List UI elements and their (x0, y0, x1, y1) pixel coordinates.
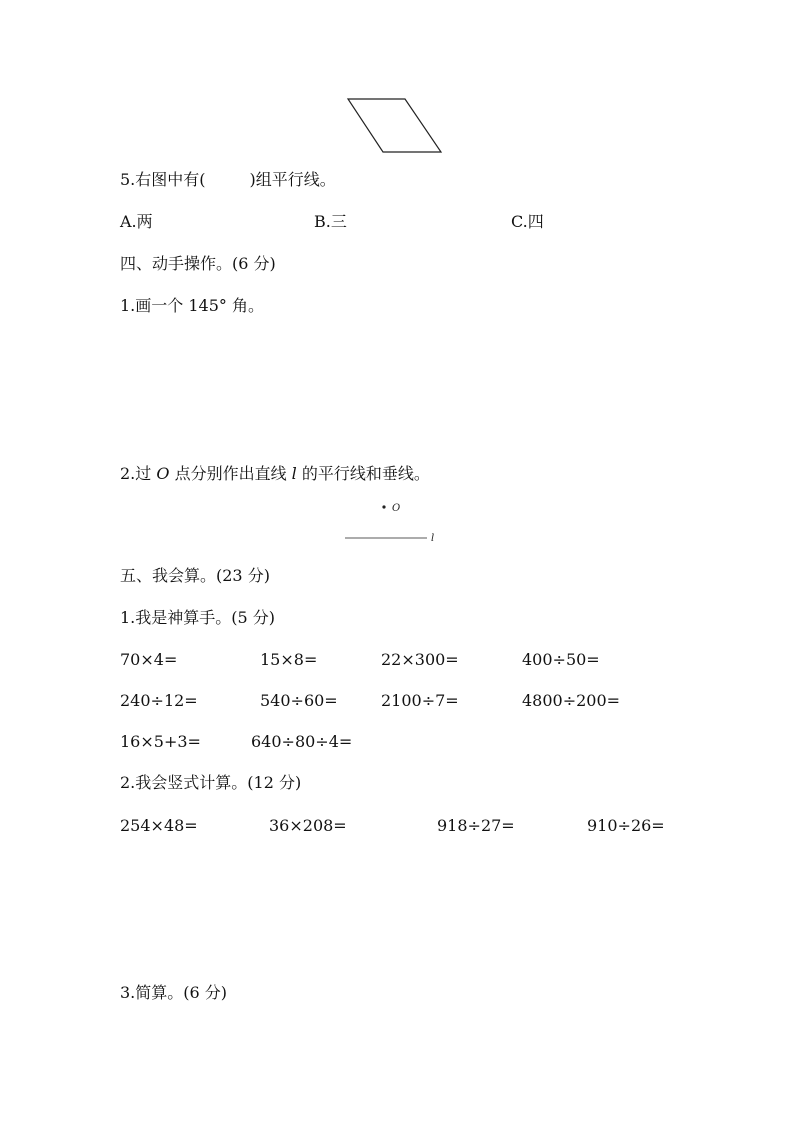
calc-item: 15×8= (260, 650, 318, 669)
section-5-sub1-title: 1.我是神算手。(5 分) (120, 608, 276, 627)
q5-text-before: 右图中有( (135, 170, 206, 189)
calc-item: 400÷50= (522, 650, 600, 669)
calc-item: 4800÷200= (522, 691, 621, 710)
vertical-calc-item: 254×48= (120, 816, 198, 835)
section-5-sub3-title: 3.简算。(6 分) (120, 983, 228, 1002)
line-l-label: l (431, 533, 435, 544)
calc-item: 2100÷7= (381, 691, 459, 710)
point-o-dot (382, 505, 385, 508)
point-o-label: O (392, 503, 401, 514)
q5-text-after: )组平行线。 (249, 170, 336, 189)
section-5-title: 五、我会算。(23 分) (120, 566, 270, 585)
section-4-question-1: 1.画一个 145° 角。 (120, 296, 264, 315)
question-5 (120, 170, 336, 190)
s4q2-number: 2. (120, 464, 136, 483)
s4q2-text-a: 过 (135, 464, 157, 483)
vertical-calc-item: 910÷26= (587, 816, 665, 835)
s4q2-point: O (156, 464, 170, 483)
calc-item: 540÷60= (260, 691, 338, 710)
vertical-calc-item: 918÷27= (437, 816, 515, 835)
section-4-title: 四、动手操作。(6 分) (120, 254, 276, 273)
parallelogram-shape (348, 99, 441, 152)
s4q2-line: l (291, 464, 297, 483)
q5-number: 5. (120, 170, 136, 189)
q5-option-b[interactable]: B.三 (314, 212, 347, 231)
calc-item: 70×4= (120, 650, 178, 669)
parallelogram-figure (0, 0, 793, 160)
calc-item: 16×5+3= (120, 732, 201, 751)
q5-option-c[interactable]: C.四 (511, 212, 544, 231)
calc-item: 22×300= (381, 650, 459, 669)
section-5-sub2-title: 2.我会竖式计算。(12 分) (120, 773, 302, 792)
s4q2-text-c: 的平行线和垂线。 (296, 464, 430, 483)
section-4-question-2 (120, 464, 430, 484)
s4q2-text-b: 点分别作出直线 (169, 464, 292, 483)
calc-item: 240÷12= (120, 691, 198, 710)
calc-item: 640÷80÷4= (251, 732, 353, 751)
point-line-figure (0, 490, 793, 550)
q5-option-a[interactable]: A.两 (120, 212, 153, 231)
vertical-calc-item: 36×208= (269, 816, 347, 835)
